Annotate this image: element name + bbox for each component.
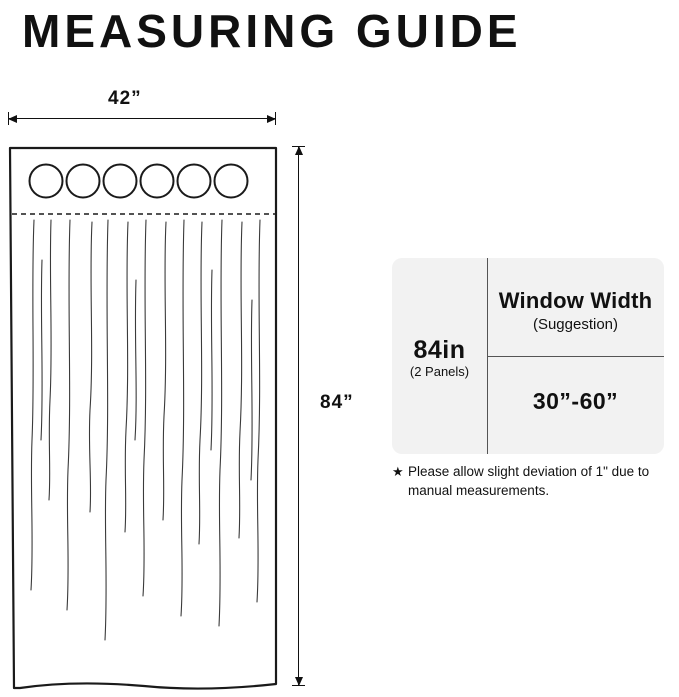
width-dimension-rule [8,118,276,119]
window-width-subtitle: (Suggestion) [532,316,619,333]
card-horizontal-divider [487,356,664,357]
size-info-card [392,258,664,454]
deviation-note [392,462,672,500]
width-arrow-left-icon [8,115,17,123]
width-dimension-line [8,112,276,126]
height-measurement-label: 84” [320,392,354,413]
panel-size-value: 84in [413,336,466,364]
curtain-illustration [4,140,288,692]
width-measurement-label: 42” [108,88,142,109]
height-dimension-rule [298,146,299,686]
window-width-title: Window Width [498,288,653,313]
page-title: MEASURING GUIDE [22,5,522,57]
panel-count-label: (2 Panels) [409,364,470,379]
width-arrow-right-icon [267,115,276,123]
height-arrow-bottom-icon [295,677,303,686]
star-icon: ★ [392,464,404,479]
height-dimension-line [292,146,306,686]
window-width-range-value: 30”-60” [532,388,619,414]
height-arrow-top-icon [295,146,303,155]
deviation-note-text: Please allow slight deviation of 1" due to manual measurements. [408,464,650,498]
